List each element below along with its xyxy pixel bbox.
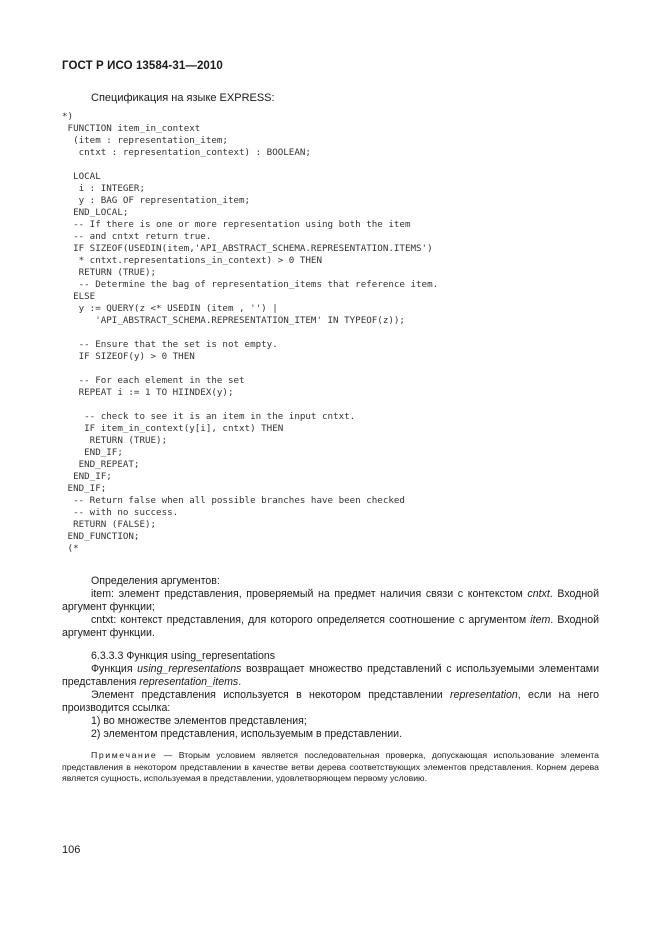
code-line: *): [62, 111, 74, 122]
code-line: [62, 327, 438, 339]
code-line: END_REPEAT;: [62, 459, 140, 470]
code-line: END_FUNCTION;: [62, 531, 140, 542]
section-heading: 6.3.3.3 Функция using_representations: [91, 650, 276, 662]
list-item: 2) элементом представления, используемым в представлении.: [91, 728, 403, 740]
p1-emph-items: representation_items: [139, 676, 239, 688]
p1-lead: Функция: [91, 663, 138, 675]
page-number: 106: [62, 844, 81, 856]
note-text: — Вторым условием является последовательная проверка, допускающая использование элемента представления в некотором представлении в качестве ветви дерева соответствующих элементов представления. Корнем дерева является сущность, используемая в представлении, удовлетворяющем первому условию.: [62, 750, 599, 783]
arguments-heading: Определения аргументов:: [91, 575, 220, 587]
code-line: -- and cntxt return true.: [62, 231, 212, 242]
code-line: FUNCTION item_in_context: [62, 123, 201, 134]
code-line: * cntxt.representations_in_context) > 0 THEN: [62, 255, 322, 266]
code-line: y : BAG OF representation_item;: [62, 195, 251, 206]
code-line: [62, 363, 438, 375]
section-using-representations: [62, 650, 599, 741]
code-line: -- Return false when all possible branches have been checked: [62, 495, 405, 506]
list-item: 1) во множестве элементов представления;: [91, 715, 307, 727]
arguments-section: [62, 575, 599, 640]
section-paragraph-1: [62, 663, 599, 689]
code-line: REPEAT i := 1 TO HIINDEX(y);: [62, 387, 234, 398]
code-line: -- with no success.: [62, 507, 179, 518]
document-header: ГОСТ Р ИСО 13584-31—2010: [62, 60, 223, 72]
code-line: [62, 159, 438, 171]
code-line: -- Ensure that the set is not empty.: [62, 339, 278, 350]
express-spec-title: Спецификация на языке EXPRESS:: [91, 92, 275, 104]
argument-cntxt-text: cntxt: контекст представления, для которого определяется соотношение с аргументом: [91, 614, 531, 626]
note-label: Примечание: [91, 750, 158, 760]
code-line: y := QUERY(z <* USEDIN (item , '') |: [62, 303, 278, 314]
code-line: IF item_in_context(y[i], cntxt) THEN: [62, 423, 284, 434]
p2-lead: Элемент представления используется в некотором представлении: [91, 689, 451, 701]
note-paragraph: [62, 750, 599, 785]
code-line: (item : representation_item;: [62, 135, 228, 146]
express-code-listing: [62, 111, 438, 555]
argument-item-definition: [62, 588, 599, 614]
argument-cntxt-tail: . Входной аргумент функции.: [62, 614, 600, 639]
code-line: -- Determine the bag of representation_items that reference item.: [62, 279, 439, 290]
p1-emph-function: using_representations: [137, 663, 242, 675]
code-line: END_LOCAL;: [62, 207, 129, 218]
code-line: -- If there is one or more representation using both the item: [62, 219, 411, 230]
argument-item-text: item: элемент представления, проверяемый на предмет наличия связи с контекстом: [91, 588, 528, 600]
code-line: ELSE: [62, 291, 96, 302]
code-line: END_IF;: [62, 471, 112, 482]
code-line: (*: [62, 543, 79, 554]
code-line: [62, 399, 438, 411]
code-line: END_IF;: [62, 447, 123, 458]
code-line: IF SIZEOF(y) > 0 THEN: [62, 351, 195, 362]
code-line: cntxt : representation_context) : BOOLEAN;: [62, 147, 311, 158]
section-paragraph-2: [62, 689, 599, 715]
code-line: RETURN (TRUE);: [62, 435, 168, 446]
code-line: RETURN (FALSE);: [62, 519, 157, 530]
argument-cntxt-emph: item: [530, 614, 551, 626]
p2-emph: representation: [450, 689, 518, 701]
code-line: END_IF;: [62, 483, 107, 494]
code-line: i : INTEGER;: [62, 183, 145, 194]
argument-item-tail: . Входной аргумент функции;: [62, 588, 599, 613]
code-line: 'API_ABSTRACT_SCHEMA.REPRESENTATION_ITEM' IN TYPEOF(z));: [62, 315, 405, 326]
argument-item-emph: cntxt: [527, 588, 550, 600]
p2-tail: , если на него производится ссылка:: [62, 689, 599, 714]
code-line: -- check to see it is an item in the input cntxt.: [62, 411, 356, 422]
code-line: LOCAL: [62, 171, 101, 182]
argument-cntxt-definition: [62, 614, 599, 640]
code-line: IF SIZEOF(USEDIN(item,'API_ABSTRACT_SCHEMA.REPRESENTATION.ITEMS'): [62, 243, 433, 254]
code-line: RETURN (TRUE);: [62, 267, 157, 278]
code-line: -- For each element in the set: [62, 375, 245, 386]
p1-tail: .: [238, 676, 242, 688]
p1-mid: возвращает множество представлений с используемыми элементами представления: [62, 663, 599, 688]
